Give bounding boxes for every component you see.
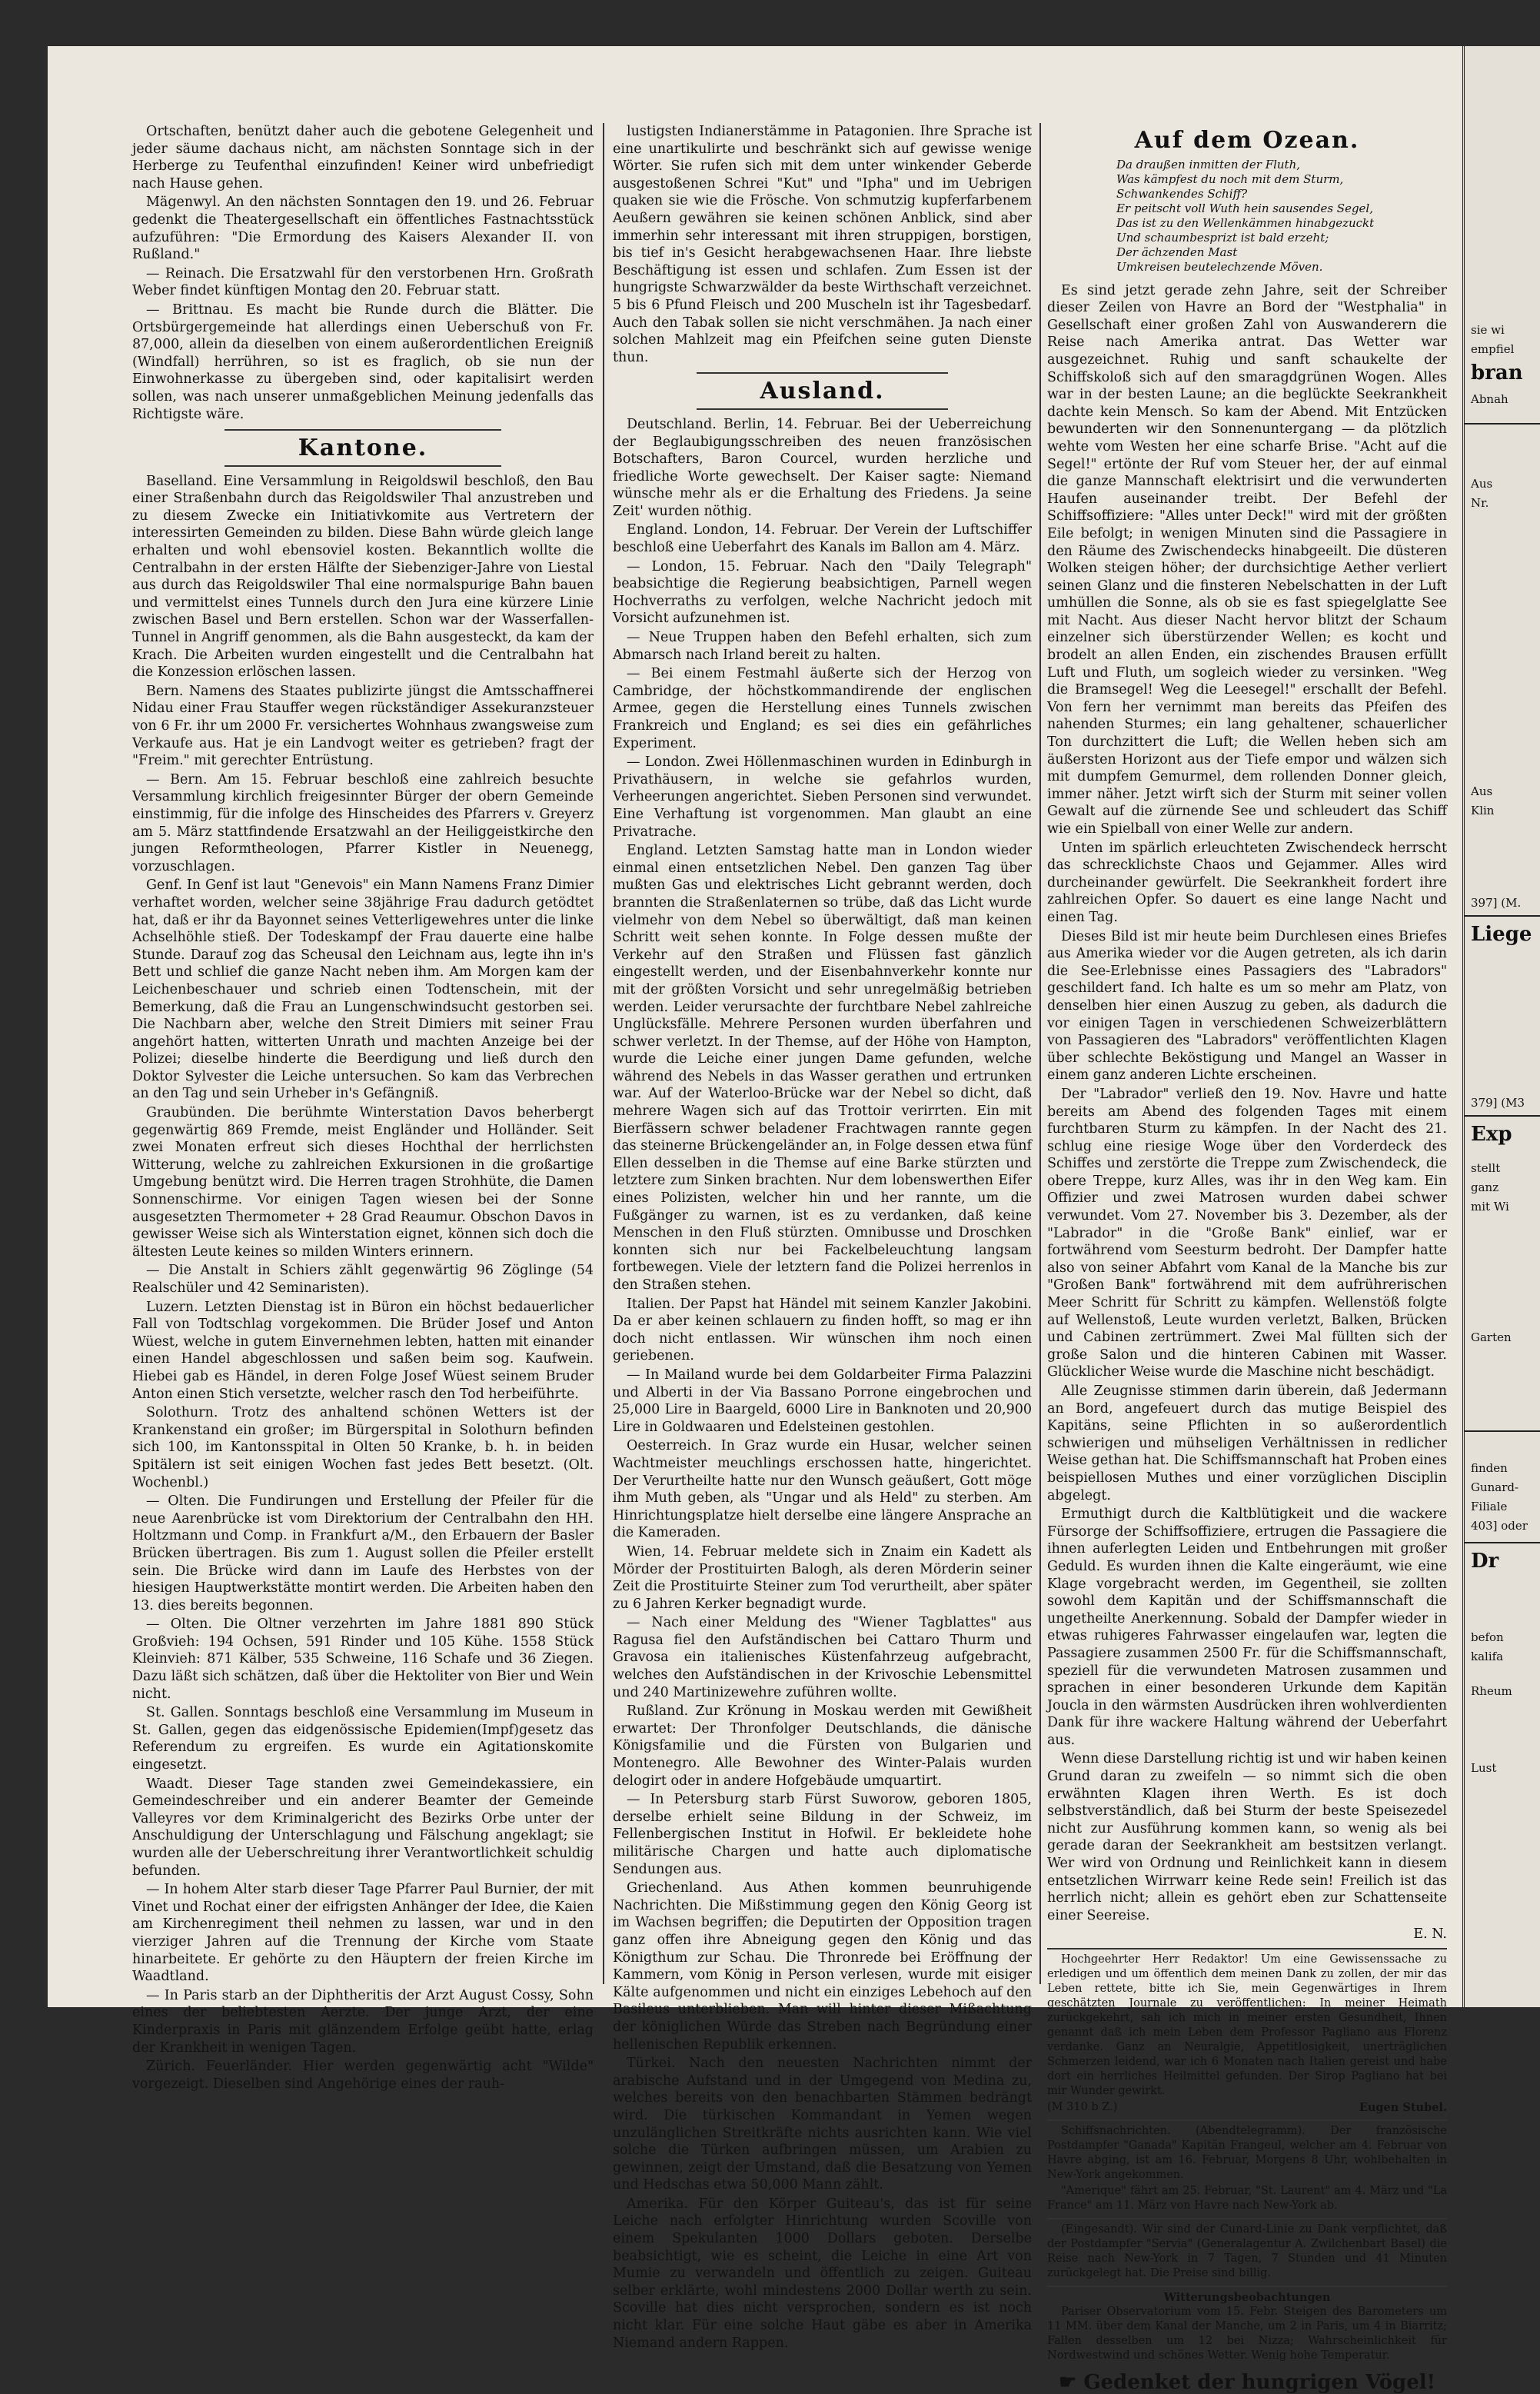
strip-divider: [1465, 915, 1540, 917]
column-rule: [1039, 123, 1041, 1984]
paragraph: — Reinach. Die Ersatzwahl für den verstorbenen Hrn. Großrath Weber findet künftigen Montag den 20. Februar statt.: [132, 265, 594, 299]
strip-text: 397] (M.: [1471, 896, 1522, 910]
paragraph: Zürich. Feuerländer. Hier werden gegenwärtig acht "Wilde" vorgezeigt. Dieselben sind Angehörige eines der rauh-: [132, 2059, 594, 2092]
poem-line: Er peitscht voll Wuth hein sausendes Segel,: [1116, 201, 1373, 215]
strip-text: Abnah: [1471, 392, 1508, 406]
paragraph: Alle Zeugnisse stimmen darin überein, daß Jedermann an Bord, angefeuert durch das mutige Beispiel des Kapitäns, seine Pflichten in so außerordentlich schwierigen und mühseligen Verhältnissen in redlicher Weise gethan hat. Die Schiffsmannschaft hat Proben eines beispiellosen Muthes und einer vorzüglichen Disciplin abgelegt.: [1047, 1383, 1447, 1503]
strip-text: Gunard-: [1471, 1480, 1519, 1494]
paragraph: — Olten. Die Fundirungen und Erstellung der Pfeiler für die neue Aarenbrücke ist vom Direktorium der Centralbahn den HH. Holtzmann und Comp. in Frankfurt a/M., den Erbauern der Basler Brücken übertragen. Bis zum 1. August sollen die Pfeiler erstellt sein. Die Brücke wird dann im Laufe des Herbstes von der hiesigen Hauptwerkstätte montirt werden. Die Arbeiten haben den 13. dies bereits begonnen.: [132, 1493, 594, 1613]
paragraph: Luzern. Letzten Dienstag ist in Büron ein höchst bedauerlicher Fall von Todtschlag vorgekommen. Die Brüder Josef und Anton Wüest, welche in gutem Einvernehmen lebten, hatten mit einander einen Handel abgeschlossen und saßen beim sog. Kaufwein. Hiebei gab es Händel, in deren Folge Josef Wüest seinem Bruder Anton einen Stich versetzte, welcher rasch den Tod herbeiführte.: [132, 1299, 594, 1402]
ship-news: [1047, 2119, 1447, 2213]
weather-text: Pariser Observatorium vom 15. Febr. Steigen des Barometers um 11 MM. über dem Kanal der Manche, um 2 in Paris, um 4 in Biarritz; Fallen desselben um 12 bei Nizza; Wahrscheinlichkeit für Nordwestwind und schönes Wetter. Wenig hohe Temperatur.: [1047, 2306, 1447, 2362]
footer-slogan-text: Gedenket der hungrigen Vögel!: [1083, 2371, 1436, 2394]
paragraph: — Nach einer Meldung des "Wiener Tagblattes" aus Ragusa fiel den Aufständischen bei Cattaro Thurm und Gravosa ein italienisches Küstenfahrzeug aufgebracht, welches den Aufständischen in der Krivoschie Lebensmittel und 240 Martinizewehre zuführen wollte.: [613, 1615, 1032, 1700]
paragraph: — In Mailand wurde bei dem Goldarbeiter Firma Palazzini und Alberti in der Via Bassano Porrone eingebrochen und 25,000 Lire in Baargeld, 6000 Lire in Banknoten und 20,900 Lire in Goldwaaren und Edelsteinen gestohlen.: [613, 1367, 1032, 1435]
paragraph: Bern. Namens des Staates publizirte jüngst die Amtsschaffnerei Nidau einer Frau Stauffer wegen rückständiger Assekuranzsteuer von 6 Fr. ihr um 2000 Fr. versichertes Wohnhaus zwangsweise zum Verkaufe aus. Hat je ein Landvogt weiter es getrieben? fragt der "Freim." mit gerechter Entrüstung.: [132, 683, 594, 769]
strip-text: Lust: [1471, 1761, 1497, 1775]
strip-text: sie wi: [1471, 323, 1505, 337]
letter-reference: (M 310 b Z.): [1047, 2101, 1118, 2113]
paragraph: Waadt. Dieser Tage standen zwei Gemeindekassiere, ein Gemeindeschreiber und ein anderer Beamter der Gemeinde Valleyres vor dem Kriminalgericht des Bezirks Orbe unter der Anschuldigung der Unterschlagung und Fälschung angeklagt; sie wurden alle der Ueberschreitung ihrer Verantwortlichkeit schuldig befunden.: [132, 1776, 594, 1879]
strip-text: Filiale: [1471, 1500, 1508, 1513]
advertisement-cunard: [1047, 2218, 1447, 2281]
poem-line: Das ist zu den Wellenkämmen hinabgezuckt: [1116, 215, 1375, 230]
paragraph: Amerika. Für den Körper Guiteau's, das ist für seine Leiche nach erfolgter Hinrichtung wurden Scoville von einem Spekulanten 1000 Dollars geboten. Derselbe beabsichtigt, wie es scheint, die Leiche in eine Art von Mumie zu verwandeln und öffentlich zu zeigen. Guiteau selber erklärte, wohl mindestens 2000 Dollar werth zu sein. Scoville hat dies nicht versprochen, sondern es ist noch nicht klar. Für eine solche Haut gäbe es aber in Amerika Niemand andern Rappen.: [613, 2196, 1032, 2351]
column-rule: [603, 123, 604, 1984]
adjacent-page-strip: [1462, 46, 1540, 2007]
divider: [225, 465, 501, 467]
strip-text: Aus: [1471, 477, 1493, 491]
paragraph: — Brittnau. Es macht bie Runde durch die Blätter. Die Ortsbürgergemeinde hat allerdings einen Ueberschuß von Fr. 87,000, allein da dieselben von einem außerordentlichen Ereigniß (Windfall) herrühren, so ist es fraglich, ob sie nun der Einwohnerkasse zu übergeben sind, oder kapitalisirt werden sollen, was nach unserer unmaßgeblichen Meinung jedenfalls das Richtigste wäre.: [132, 301, 594, 422]
strip-text: 379] (M3: [1471, 1096, 1525, 1110]
signature: E. N.: [1413, 1926, 1447, 1943]
letter-box: [1047, 1948, 1447, 2115]
strip-text: befon: [1471, 1630, 1504, 1644]
column-1: [132, 123, 594, 2094]
paragraph: — In Paris starb an der Diphtheritis der Arzt August Cossy, Sohn eines der beliebtesten Aerzte. Der junge Arzt, der eine Kinderpraxis in Paris mit glänzendem Erfolge geübt hatte, erlag der Krankheit in wenigen Tagen.: [132, 1987, 594, 2056]
newspaper-page: [48, 46, 1538, 2394]
section-heading-ausland: Ausland.: [760, 378, 885, 405]
paragraph: Wenn diese Darstellung richtig ist und wir haben keinen Grund daran zu zweifeln — so nimmt sich die oben erwähnten Klagen ihren Werth. Es ist doch selbstverständlich, daß bei Sturm der beste Speisezedel nicht zur Ausführung kommen kann, so wenig als bei gerade daran der Seekrankheit am bestsitzen verlangt. Wer wird von Ordnung und Reinlichkeit kann in diesem entsetzlichen Wirrwarr keine Rede sein! Freilich ist das herrlich nicht; allein es gehört eben zur Schattenseite einer Seereise.: [1047, 1751, 1447, 1923]
divider: [697, 372, 948, 374]
paragraph: England. Letzten Samstag hatte man in London wieder einmal einen entsetzlichen Nebel. Den ganzen Tag über mußten Gas und elektrisches Licht gebrannt werden, doch brannten die Straßenlaternen so trübe, daß das Licht wurde vielmehr von dem Nebel so überwältigt, daß man keinen Schritt weit sehen konnte. In Folge dessen mußte der Verkehr auf den Straßen und Flüssen fast gänzlich eingestellt werden, und der Eisenbahnverkehr konnte nur mit der größten Vorsicht und sehr unregelmäßig betrieben werden. Leider verursachte der furchtbare Nebel zahlreiche Unglücksfälle. Mehrere Personen wurden überfahren und schwer verletzt. In der Themse, auf der Höhe von Hampton, wurde die Leiche einer jungen Dame gefunden, welche während des Nebels in das Wasser gerathen und ertrunken war. Auf der Waterloo-Brücke war der Nebel so dicht, daß mehrere Wagen sich auf das Trottoir verirrten. Ein mit Bierfässern schwer beladener Frachtwagen rannte gegen das steinerne Brückengeländer an, in Folge dessen etwa fünf Ellen desselben in die Themse auf eine Barke stürzten und letztere zum Sinken brachten. Nur dem lobenswerthen Eifer eines Polizisten, welcher hin und her rannte, um die Fußgänger zu warnen, ist es zu verdanken, daß keine Menschen in den Fluß stürzten. Omnibusse und Droschken konnten sich nur bei Fackelbeleuchtung langsam fortbewegen. Viele der letztern fand die Polizei herrenlos in den Straßen stehen.: [613, 843, 1032, 1293]
paragraph: Oesterreich. In Graz wurde ein Husar, welcher seinen Wachtmeister meuchlings erschossen hatte, hingerichtet. Der Verurtheilte hatte nur den Wunsch geäußert, Gott möge ihm Muth geben, als "Ungar und als Held" zu sterben. Am Hinrichtungsplatze hielt derselbe eine längere Ansprache an die Kameraden.: [613, 1438, 1032, 1541]
paragraph: Griechenland. Aus Athen kommen beunruhigende Nachrichten. Die Mißstimmung gegen den König Georg ist im Wachsen begriffen; die Deputirten der Opposition tragen ganz offen ihre Abneigung gegen den König und das Königthum zur Schau. Die Thronrede bei Eröffnung der Kammern, vom König in Person verlesen, wurde mit eisiger Kälte aufgenommen und nicht ein einziges Lebehoch auf den Basileus unterblieben. Man will hinter dieser Mißachtung der königlichen Würde das Streben nach Begründung einer hellenischen Republik erkennen.: [613, 1880, 1032, 2053]
paragraph: Deutschland. Berlin, 14. Februar. Bei der Ueberreichung der Beglaubigungsschreiben des neuen französischen Botschafters, Baron Courcel, wurden herzliche und friedliche Worte gewechselt. Der Kaiser sagte: Niemand wünsche mehr als er die Erhaltung des Friedens. Ja seine Zeit' wurden nöthig.: [613, 416, 1032, 519]
strip-text: Rheum: [1471, 1684, 1512, 1698]
strip-divider: [1465, 1115, 1540, 1117]
ad-text: (Eingesandt). Wir sind der Cunard-Linie zu Dank verpflichtet, daß der Postdampfer "Servia" (Generalagentur A. Zwilchenbart Basel) die Reise nach New-York in 7 Tagen, 7 Stunden und 41 Minuten zurückgelegt hat. Die Preise sind billig.: [1047, 2223, 1447, 2279]
strip-text: Nr.: [1471, 496, 1489, 510]
paragraph: — Bern. Am 15. Februar beschloß eine zahlreich besuchte Versammlung kirchlich freigesinnter Bürger der obern Gemeinde einstimmig, für die infolge des Hinscheides des Pfarrers v. Greyerz am 5. März stattfindende Ersatzwahl an der Heiliggeistkirche den jungen Reformtheologen, Pfarrer Kistler in Neuenegg, vorzuschlagen.: [132, 771, 594, 874]
paragraph: — London. Zwei Höllenmaschinen wurden in Edinburgh in Privathäusern, in welche sie gefahrlos wurden, Verheerungen angerichtet. Sieben Personen sind verwundet. Eine Verhaftung ist vorgenommen. Man glaubt an eine Privatrache.: [613, 754, 1032, 840]
weather-title: Witterungsbeobachtungen: [1163, 2291, 1331, 2304]
paragraph: — Bei einem Festmahl äußerte sich der Herzog von Cambridge, der höchstkommandirende der englischen Armee, gegen die Herstellung eines Tunnels zwischen Frankreich und England; es sei dies ein gefährliches Experiment.: [613, 666, 1032, 751]
paragraph: Es sind jetzt gerade zehn Jahre, seit der Schreiber dieser Zeilen von Havre an Bord der "Westphalia" in Gesellschaft einer großen Zahl von Auswanderern die Reise nach Amerika antrat. Das Wetter war ausgezeichnet. Ruhig und sanft schaukelte der Schiffskoloß sich auf den smaragdgrünen Wogen. Alles war in der besten Laune; an die beglückte Seekrankheit dachte kein Mensch. So kam der Abend. Mit Entzücken bewunderten wir den Sonnenuntergang — da plötzlich wehte vom Westen her eine scharfe Brise. "Acht auf die Segel!" ertönte der Ruf vom Steuer her, der auf einmal die ganze Mannschaft elektrisirt und die verwunderten Haufen auseinander treibt. Der Befehl der Schiffsoffiziere: "Alles unter Deck!" wird mit der größten Eile befolgt; in wenigen Minuten sind die Passagiere in den Räume des Zwischendecks hinabgeeilt. Die düsteren Wolken steigen höher; der durchsichtige Aether verliert seinen Glanz und die finsteren Nebelschatten in der Luft umhüllen die Sonne, als ob sie es fast spiegelglatte See mit Nacht. Aus dieser Nacht hervor blitzt der Schaum einzelner sich überstürzender Wellen; es kocht und brodelt an allen Enden, ein zischendes Brausen erfüllt Luft und Fluth, um sogleich wieder zu versinken. "Weg die Bramsegel! Weg die Leesegel!" erschallt der Befehl. Von fern her vernimmt man bereits das Pfeifen des nahenden Sturmes; ein lang gehaltener, schauerlicher Ton durchzittert die Luft; die Wellen heben sich am äußersten Horizont aus der Tiefe empor und wälzen sich mit dumpfem Gemurmel, dem rollenden Donner gleich, immer näher. Jetzt wirft sich der Sturm mit seiner vollen Gewalt auf die zürnende See und schleudert das Schiff wie ein Spielball von einer Welle zur andern.: [1047, 282, 1447, 837]
paragraph: Graubünden. Die berühmte Winterstation Davos beherbergt gegenwärtig 869 Fremde, meist Engländer und Holländer. Seit zwei Monaten erfreut sich dieses Hochthal der herrlichsten Witterung, welche zu zahlreichen Exkursionen in die großartige Umgebung benützt wird. Die Herren tragen Strohhüte, die Damen Sonnenschirme. Vor einigen Tagen wiesen bei der Sonne ausgesetzten Thermometer + 28 Grad Reaumur. Obschon Davos in gewisser Weise sich als Winterstation eignet, können sich doch die ältesten Leute keines so milden Winters erinnern.: [132, 1105, 594, 1260]
paragraph: Mägenwyl. An den nächsten Sonntagen den 19. und 26. Februar gedenkt die Theatergesellschaft ein öffentliches Fastnachtsstück aufzuführen: "Die Ermordung des Kaisers Alexander II. von Rußland.": [132, 195, 594, 263]
strip-text: Garten: [1471, 1330, 1512, 1344]
paragraph: — Neue Truppen haben den Befehl erhalten, sich zum Abmarsch nach Irland bereit zu halten.: [613, 630, 1032, 663]
paragraph: — London, 15. Februar. Nach den "Daily Telegraph" beabsichtige die Regierung beabsichtigen, Parnell wegen Hochverraths zu verfolgen, welche Nachricht jedoch mit Vorsicht aufzunehmen ist.: [613, 558, 1032, 627]
poem-line: Da draußen inmitten der Fluth,: [1116, 157, 1301, 171]
poem: [1116, 158, 1447, 275]
poem-line: Was kämpfest du noch mit dem Sturm,: [1116, 171, 1344, 186]
poem-line: Und schaumbesprizt ist bald erzeht;: [1116, 230, 1329, 245]
poem-line: Schwankendes Schiff?: [1116, 186, 1248, 201]
strip-text: Klin: [1471, 804, 1495, 817]
paragraph: Der "Labrador" verließ den 19. Nov. Havre und hatte bereits am Abend des folgenden Tages mit einem furchtbaren Sturm zu kämpfen. In der Nacht des 21. schlug eine riesige Woge über den Vorderdeck des Schiffes und zerstörte die Treppe zum Zwischendeck, die obere Treppe, kurz Alles, was ihr in den Weg kam. Ein Offizier und zwei Matrosen wurden dabei schwer verwundet. Vom 27. November bis 3. Dezember, als der "Labrador" in die "Große Bank" einlief, war er fortwährend vom Seesturm bedroht. Der Dampfer hatte also von seiner Abfahrt vom Kanal de la Manche bis zur "Großen Bank" fortwährend mit dem aufrührerischen Meer Schritt für Schritt zu kämpfen. Wellenstöß folgte auf Wellenstoß, Leute wurden verletzt, Balken, Brücken und Cabinen zertrümmert. Zwei Mal füllten sich der große Salon und die hinteren Cabinen mit Wasser. Glücklicher Weise wurde die Maschine nicht beschädigt.: [1047, 1086, 1447, 1380]
divider: [225, 429, 501, 431]
strip-text: Aus: [1471, 784, 1493, 798]
strip-text: Dr: [1471, 1550, 1499, 1573]
section-heading-kantone: Kantone.: [298, 435, 428, 462]
strip-text: bran: [1471, 361, 1523, 385]
paragraph: — In hohem Alter starb dieser Tage Pfarrer Paul Burnier, der mit Vinet und Rochat einer der eifrigsten Anhänger der Idee, die Kaien am Kirchenregiment theil nehmen zu lassen, war und in den vierziger Jahren auf die Trennung der Kirche vom Staate hinarbeitete. Er gehörte zu den Häuptern der freien Kirche im Waadtland.: [132, 1882, 594, 1985]
pointing-hand-icon: ☛: [1058, 2371, 1084, 2394]
letter-signature: Eugen Stubel.: [1359, 2101, 1447, 2114]
weather-report: [1047, 2286, 1447, 2363]
strip-text: finden: [1471, 1461, 1508, 1475]
paragraph: — In Petersburg starb Fürst Suworow, geboren 1805, derselbe erhielt seine Bildung in der Schweiz, im Fellenbergischen Institut in Hofwil. Er bekleidete hohe militärische Chargen und hatte auch diplomatische Sendungen aus.: [613, 1792, 1032, 1877]
paragraph: Ermuthigt durch die Kaltblütigkeit und die wackere Fürsorge der Schiffsoffiziere, ertrugen die Passagiere die ihnen auferlegten Leiden und Entbehrungen mit großer Geduld. Es wurden ihnen die Kalte eingeräumt, wie eine Klage vorgebracht werden, im Gegentheil, sie zollten sowohl dem Kapitän und der Schiffsmannschaft die ungetheilte Anerkennung. Sobald der Dampfer wieder in etwas ruhigeres Fahrwasser eingelaufen war, legten die Passagiere zusammen 2500 Fr. für die Schiffsmannschaft, speziell für die verwundeten Matrosen zusammen und sprachen in einer besonderen Urkunde dem Kapitän Joucla in den wärmsten Ausdrücken ihren wohlverdienten Dank für ihre wackere Haltung während der Ueberfahrt aus.: [1047, 1507, 1447, 1748]
strip-text: ganz: [1471, 1180, 1499, 1194]
poem-line: Umkreisen beutelechzende Möven.: [1116, 259, 1323, 274]
paragraph: — Olten. Die Oltner verzehrten im Jahre 1881 890 Stück Großvieh: 194 Ochsen, 591 Rinder und 105 Kühe. 1558 Stück Kleinvieh: 871 Kälber, 535 Schweine, 116 Schafe und 36 Ziegen. Dazu läßt sich schätzen, daß über die Hektoliter von Bier und Wein nicht.: [132, 1617, 594, 1702]
column-3: [1047, 123, 1447, 2392]
strip-text: kalifa: [1471, 1650, 1504, 1663]
ship-news-text: Schiffsnachrichten. (Abendtelegramm). Der französische Postdampfer "Ganada" Kapitän Frangeul, welcher am 4. Februar von Havre abging, ist am 16. Februar, Morgens 8 Uhr, wohlbehalten in New-York angekommen.: [1047, 2125, 1447, 2181]
paragraph: Unten im spärlich erleuchteten Zwischendeck herrscht das schrecklichste Chaos und Gejammer. Alles wird durcheinander gewürfelt. Die Seekrankheit fordert ihre zahlreichen Opfer. So dauert es eine lange Nacht und einen Tag.: [1047, 840, 1447, 925]
ship-news-text: "Amerique" fährt am 25. Februar, "St. Laurent" am 4. März und "La France" am 11. März von Havre nach New-York ab.: [1047, 2185, 1447, 2212]
paragraph: Ortschaften, benützt daher auch die gebotene Gelegenheit und jeder säume dachaus nicht, am nächsten Sonntage sich in der Herberge zu Teufenthal einzufinden! Keiner wird unbefriedigt nach Hause gehen.: [132, 124, 594, 191]
paragraph: Solothurn. Trotz des anhaltend schönen Wetters ist der Krankenstand ein großer; im Bürgerspital in Solothurn befinden sich 100, im Kantonsspital in Olten 50 Kranke, b. h. in beiden Spitälern ist seit einigen Wochen fast jedes Bett besetzt. (Olt. Wochenbl.): [132, 1405, 594, 1490]
strip-divider: [1465, 1542, 1540, 1543]
paragraph: Wien, 14. Februar meldete sich in Znaim ein Kadett als Mörder der Prostituirten Balogh, als deren Mörderin seiner Zeit die Prostituirte Steiner zum Tod verurtheilt, aber später zu 6 Jahren Kerker begnadigt wurde.: [613, 1543, 1032, 1612]
strip-divider: [1465, 1430, 1540, 1432]
paragraph: Baselland. Eine Versammlung in Reigoldswil beschloß, den Bau einer Straßenbahn durch das Reigoldswiler Thal anzustreben und zu diesem Zwecke ein Initiativkomite aus Vertretern der interessirten Gemeinden zu bilden. Diese Bahn würde gleich lange erhalten und wohl ebensoviel kosten. Bekanntlich wollte die Centralbahn in der ersten Hälfte der Siebenziger-Jahre von Liestal aus durch das Reigoldswiler Thal eine normalspurige Bahn bauen und vermittelst eines Tunnels durch den Jura eine kürzere Linie zwischen Basel und Bern erstellen. Schon war der Wasserfallen-Tunnel in Angriff genommen, als die Bahn ausgesteckt, da kam der Krach. Die Arbeiten wurden eingestellt und die Centralbahn hat die Konzession erlöschen lassen.: [132, 473, 594, 681]
letter-text: Hochgeehrter Herr Redaktor! Um eine Gewissenssache zu erledigen und um öffentlich dem meinen Dank zu zollen, der mir das Leben rettete, bitte ich Sie, mein Gegenwärtiges in Ihrem geschätzten Journale zu veröffentlichen: In meiner Heimath zurückgekehrt, sah ich mich in meiner ersten Gesundheit, Ihnen genannt daß ich mein Leben dem Professor Pagliano aus Florenz verdanke. Ganz an Neuralgie, Appetitlosigkeit, unerträglichen Schmerzen leidend, war ich 6 Monaten nach Italien gereist und habe dort ein herrliches Heilmittel gefunden. Der Sirop Pagliano hat bei mir Wunder gewirkt.: [1047, 1953, 1447, 2097]
feuilleton-heading: Auf dem Ozean.: [1134, 127, 1360, 154]
paragraph: England. London, 14. Februar. Der Verein der Luftschiffer beschloß eine Ueberfahrt des Kanals im Ballon am 4. März.: [613, 522, 1032, 556]
paragraph: Italien. Der Papst hat Händel mit seinem Kanzler Jakobini. Da er aber keinen schlauern zu finden hofft, so mag er ihn doch nicht entlassen. Wir wünschen ihm noch einen geriebenen.: [613, 1296, 1032, 1364]
strip-text: Exp: [1471, 1123, 1512, 1146]
strip-text: 403] oder: [1471, 1519, 1528, 1533]
paragraph: lustigsten Indianerstämme in Patagonien. Ihre Sprache ist eine unartikulirte und beschränkt sich auf gewisse wenige Wörter. Sie rufen sich mit dem unter winkender Geberde ausgestoßenen Schrei "Kut" und "Ipha" und im Uebrigen quaken sie wie die Frösche. Von schmutzig kupferfarbenem Aeußern gewähren sie keinen schönen Anblick, sind aber immerhin sehr interessant mit ihren struppigen, borstigen, bis tief in's Gesicht herabgewachsenen Haar. Ihre liebste Beschäftigung ist essen und schlafen. Zum Essen ist der hungrigste Schwarzwälder da beste Wirthschaft verzeichnet. 5 bis 6 Pfund Fleisch und 200 Muscheln ist ihr Tagesbedarf. Auch den Tabak sollen sie nicht verschmähen. Ja nach einer solchen Mahlzeit mag ein Pfeifchen seine guten Dienste thun.: [613, 124, 1032, 365]
paragraph: Dieses Bild ist mir heute beim Durchlesen eines Briefes aus Amerika wieder vor die Augen getreten, als ich darin die See-Erlebnisse eines Passagiers des "Labradors" geschildert fand. Ich halte es um so mehr am Platz, von denselben hier einen Auszug zu geben, als dadurch die vor einigen Tagen in verschiedenen Schweizerblättern von Passagieren des "Labradors" veröffentlichten Klagen über schlechte Beköstigung und Mangel an Wasser in einem ganz anderen Lichte erscheinen.: [1047, 928, 1447, 1084]
column-2: [613, 123, 1032, 2353]
strip-text: mit Wi: [1471, 1200, 1509, 1214]
paragraph: St. Gallen. Sonntags beschloß eine Versammlung im Museum in St. Gallen, gegen das eidgenössische Epidemien(Impf)gesetz das Referendum zu ergreifen. Es wurde ein Agitationskomite eingesetzt.: [132, 1705, 594, 1773]
strip-text: Liege: [1471, 923, 1532, 946]
strip-divider: [1465, 423, 1540, 425]
footer-slogan: [1047, 2371, 1447, 2394]
divider: [697, 408, 948, 410]
strip-text: empfiel: [1471, 342, 1515, 356]
paragraph: — Die Anstalt in Schiers zählt gegenwärtig 96 Zöglinge (54 Realschüler und 42 Seminaristen).: [132, 1263, 594, 1296]
strip-text: stellt: [1471, 1161, 1501, 1175]
paragraph: Genf. In Genf ist laut "Genevois" ein Mann Namens Franz Dimier verhaftet worden, welcher seine 38jährige Frau dadurch getödtet hat, daß er ihr da Bayonnet seines Vetterligewehres unter die linke Achselhöhle stieß. Der Todeskampf der Frau dauerte eine halbe Stunde. Darauf zog das Scheusal den Leichnam aus, legte ihn in's Bett und schlief die ganze Nacht neben ihm. Am Morgen kam der Leichenbeschauer und schrieb einen Todtenschein, mit der Bemerkung, daß die Frau an Lungenschwindsucht gestorben sei. Die Nachbarn aber, welche den Streit Dimiers mit seiner Frau angehört hatten, witterten Unrath und machten Anzeige bei der Polizei; dieselbe hinderte die Beerdigung und ließ durch den Doktor Sylvester die Leiche untersuchen. So kam das Verbrechen an den Tag und sein Urheber in's Gefängniß.: [132, 877, 594, 1102]
paragraph: Rußland. Zur Krönung in Moskau werden mit Gewißheit erwartet: Der Thronfolger Deutschlands, die dänische Königsfamilie und die Fürsten von Bulgarien und Montenegro. Alle Bewohner des Winter-Palais wurden delogirt oder in andere Hofgebäude umquartirt.: [613, 1703, 1032, 1789]
poem-line: Der ächzenden Mast: [1116, 245, 1238, 259]
paragraph: Türkei. Nach den neuesten Nachrichten nimmt der arabische Aufstand und in der Umgegend von Medina zu, welches bereits von den benachbarten Stämmen bedrängt wird. Die türkischen Kommandant in Yemen wegen unzulänglichen Streitkräfte nichts ausrichten kann. Wie viel solche die Türken aufbringen müssen, um Arabien zu gewinnen, zeigt der Umstand, daß die Besatzung von Yemen und Hedschas etwa 50,000 Mann zählt.: [613, 2056, 1032, 2193]
